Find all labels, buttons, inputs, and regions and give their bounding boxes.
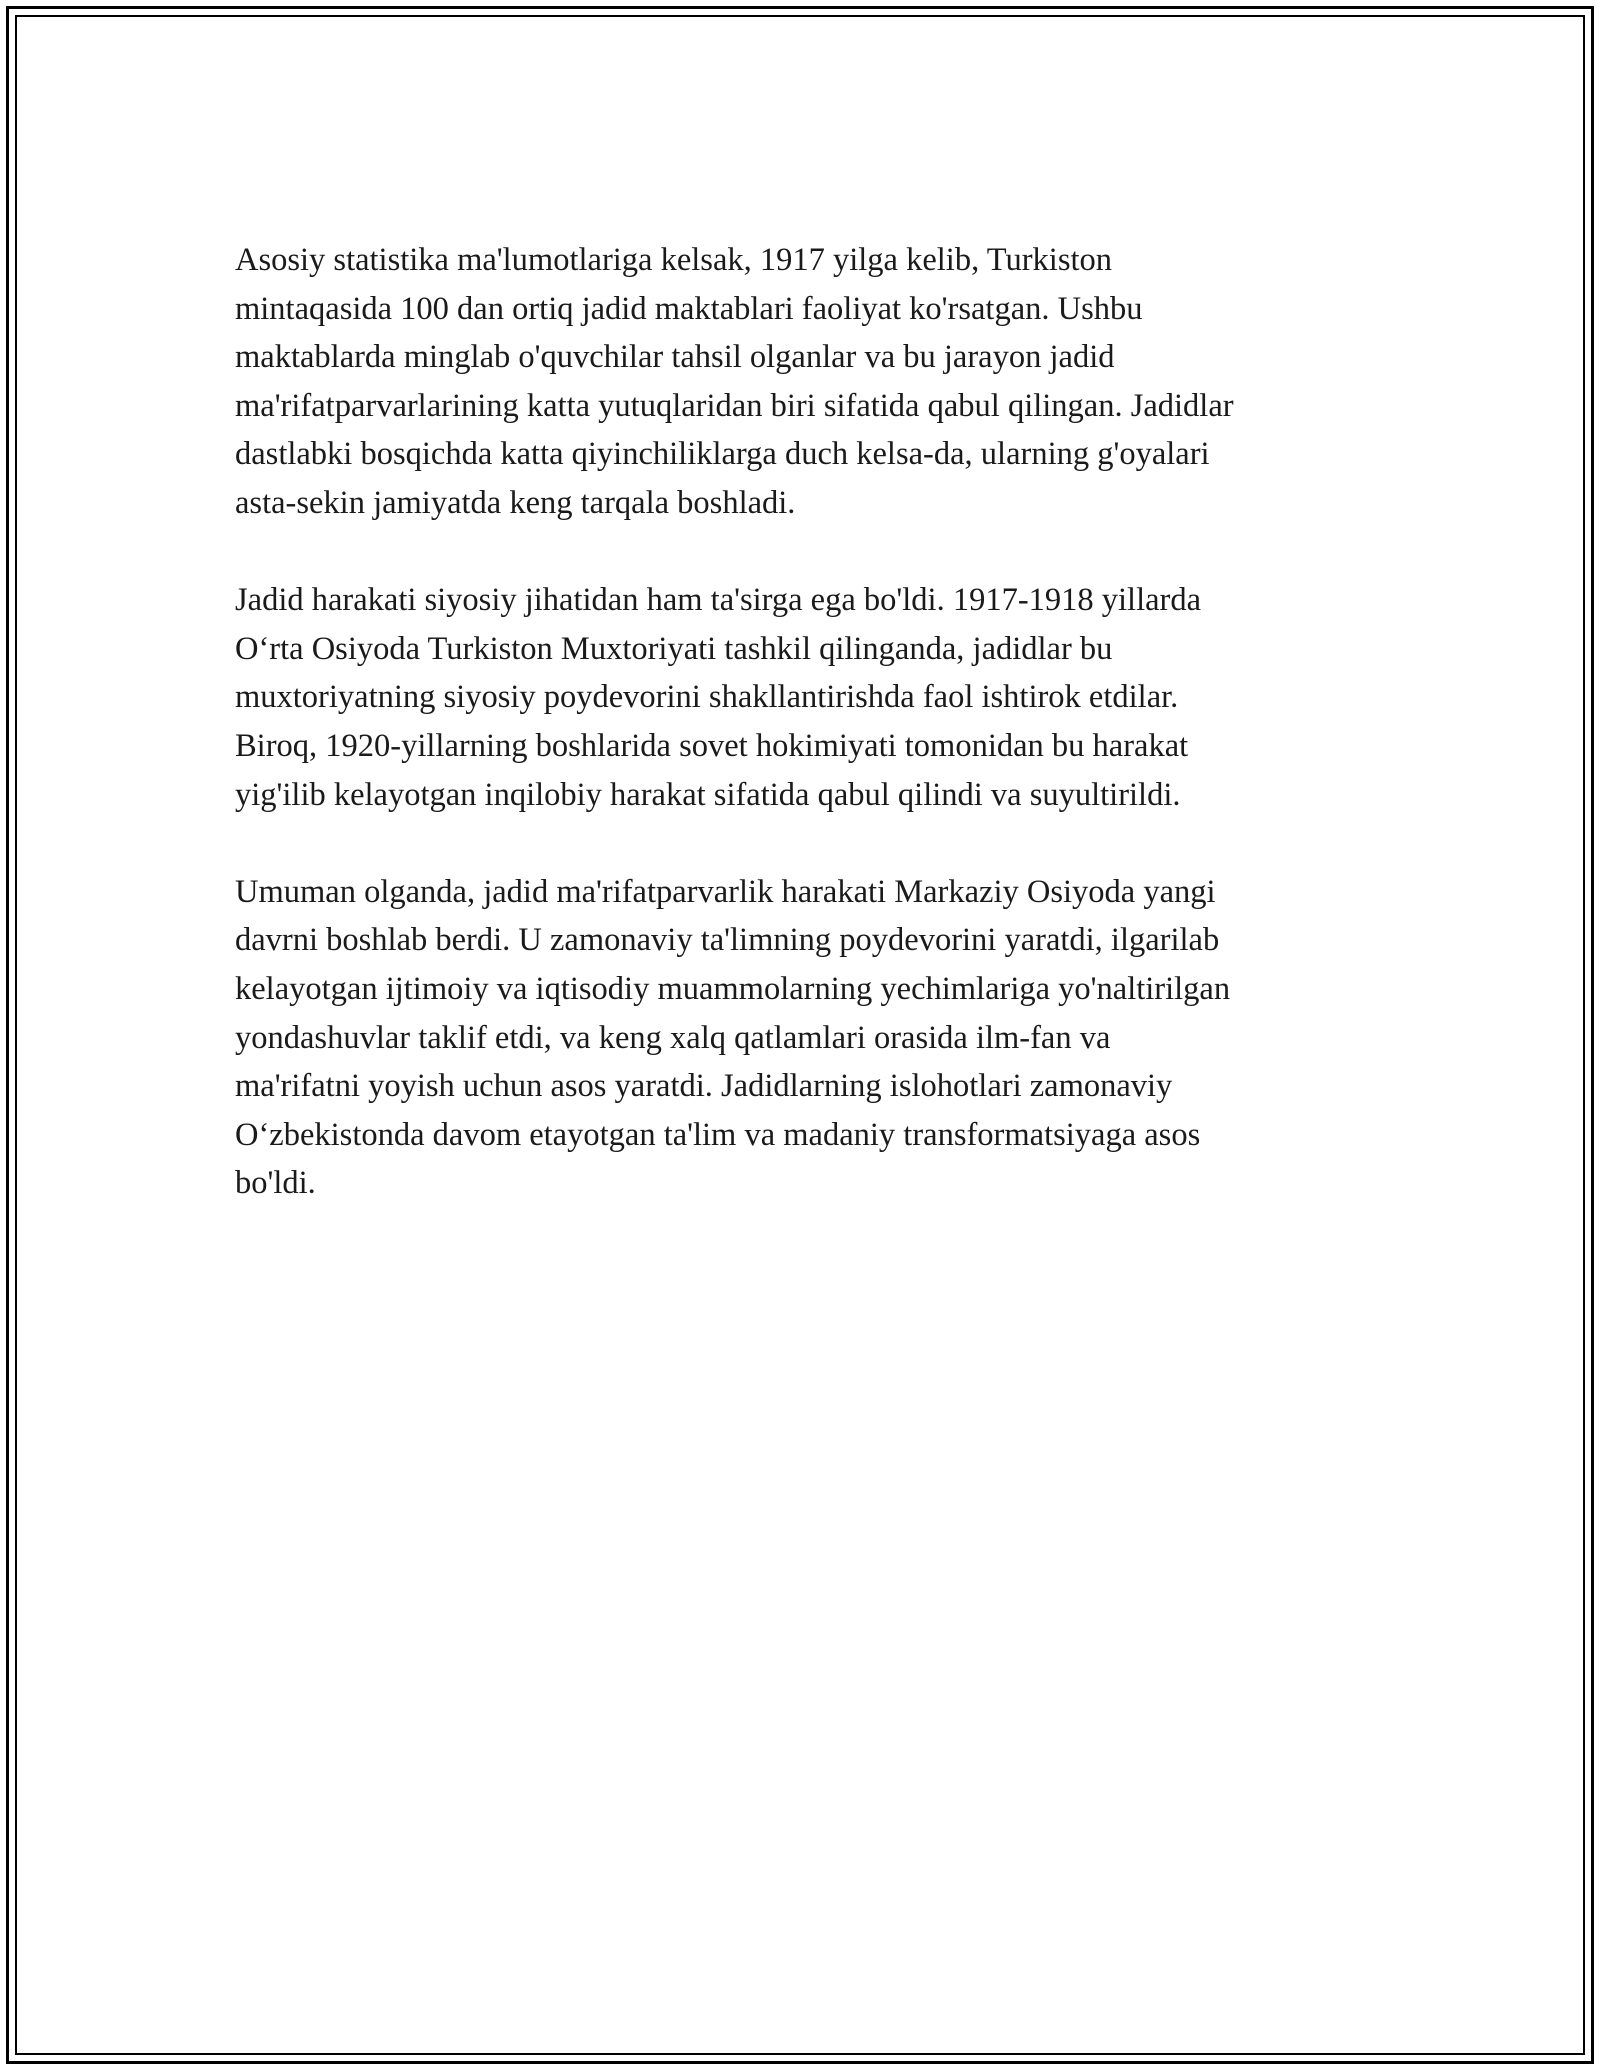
text-line: Biroq, 1920-yillarning boshlarida sovet hokimiyati tomonidan bu harakat (235, 727, 1189, 764)
text-line: O‘rta Osiyoda Turkiston Muxtoriyati tashkil qilinganda, jadidlar bu (235, 630, 1113, 667)
text-line: yig'ilib kelayotgan inqilobiy harakat sifatida qabul qilindi va suyultirildi. (235, 776, 1181, 813)
text-line: Umuman olganda, jadid ma'rifatparvarlik harakati Markaziy Osiyoda yangi (235, 873, 1216, 910)
text-line: Jadid harakati siyosiy jihatidan ham ta'sirga ega bo'ldi. 1917-1918 yillarda (235, 582, 1202, 619)
document-body (235, 236, 1370, 1256)
text-line: kelayotgan ijtimoiy va iqtisodiy muammolarning yechimlariga yo'naltirilgan (235, 970, 1231, 1007)
text-line: davrni boshlab berdi. U zamonaviy ta'limning poydevorini yaratdi, ilgarilab (235, 922, 1220, 959)
text-line: ma'rifatparvarlarining katta yutuqlaridan biri sifatida qabul qilingan. Jadidlar (235, 387, 1234, 424)
paragraph-conclusion (235, 868, 1370, 1208)
text-line: yondashuvlar taklif etdi, va keng xalq qatlamlari orasida ilm-fan va (235, 1019, 1111, 1056)
text-line: mintaqasida 100 dan ortiq jadid maktablari faoliyat ko'rsatgan. Ushbu (235, 290, 1143, 327)
paragraph-political (235, 576, 1370, 819)
text-line: dastlabki bosqichda katta qiyinchiliklarga duch kelsa-da, ularning g'oyalari (235, 436, 1210, 473)
text-line: muxtoriyatning siyosiy poydevorini shakllantirishda faol ishtirok etdilar. (235, 679, 1179, 716)
text-line: maktablarda minglab o'quvchilar tahsil olganlar va bu jarayon jadid (235, 339, 1115, 376)
text-line: bo'ldi. (235, 1165, 316, 1202)
paragraph-statistics (235, 236, 1370, 528)
text-line: O‘zbekistonda davom etayotgan ta'lim va madaniy transformatsiyaga asos (235, 1116, 1201, 1153)
text-line: Asosiy statistika ma'lumotlariga kelsak, 1917 yilga kelib, Turkiston (235, 242, 1112, 278)
text-line: asta-sekin jamiyatda keng tarqala boshladi. (235, 484, 796, 521)
text-line: ma'rifatni yoyish uchun asos yaratdi. Jadidlarning islohotlari zamonaviy (235, 1068, 1173, 1105)
